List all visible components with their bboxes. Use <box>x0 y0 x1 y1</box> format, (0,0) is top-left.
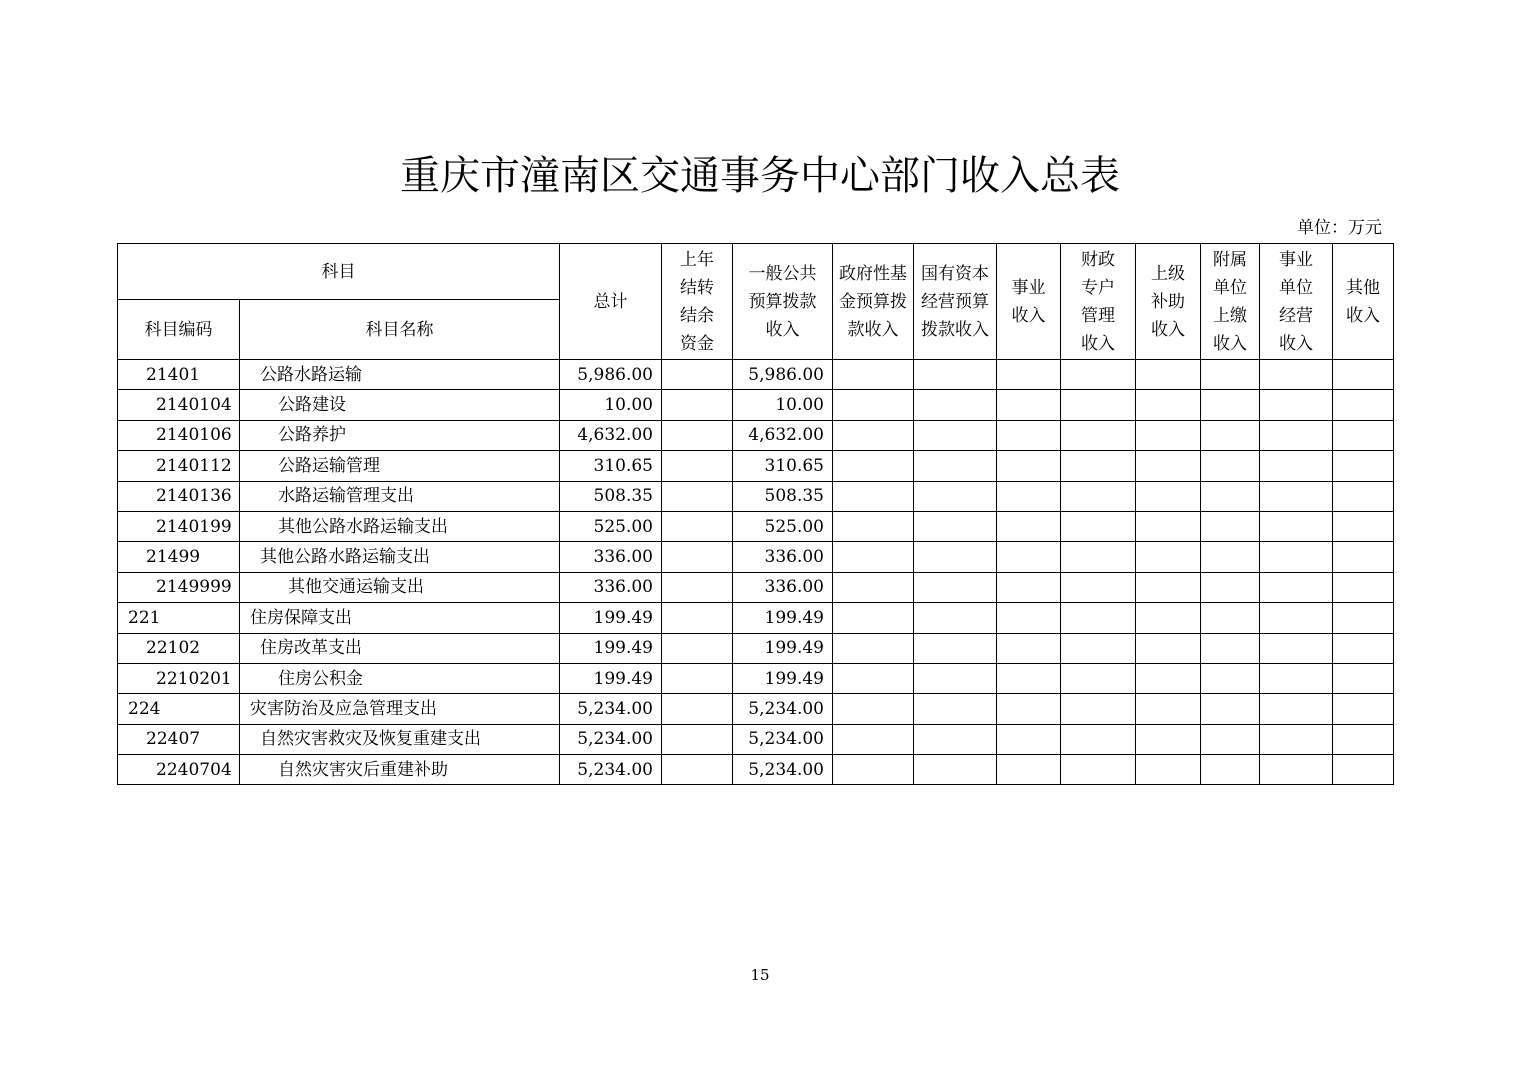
cell-empty <box>1061 633 1136 663</box>
cell-empty <box>833 694 914 724</box>
cell-empty <box>914 451 997 481</box>
cell-total: 5,234.00 <box>560 694 662 724</box>
cell-empty <box>914 572 997 602</box>
table-row <box>118 360 1394 390</box>
cell-carryover <box>662 572 733 602</box>
cell-empty <box>1136 603 1201 633</box>
cell-name: 其他公路水路运输支出 <box>240 511 560 541</box>
cell-carryover <box>662 633 733 663</box>
cell-code: 22102 <box>118 633 240 663</box>
cell-empty <box>1136 481 1201 511</box>
unit-label: 单位：万元 <box>1297 218 1382 238</box>
cell-carryover <box>662 511 733 541</box>
table-row <box>118 390 1394 420</box>
cell-empty <box>1201 420 1260 450</box>
cell-empty <box>914 542 997 572</box>
cell-carryover <box>662 755 733 785</box>
header-business-income: 事业收入 <box>997 244 1061 360</box>
cell-total: 525.00 <box>560 511 662 541</box>
cell-code: 2140104 <box>118 390 240 420</box>
table-row <box>118 572 1394 602</box>
cell-empty <box>1201 603 1260 633</box>
cell-code: 22407 <box>118 724 240 754</box>
header-name: 科目名称 <box>240 300 560 360</box>
cell-empty <box>1333 360 1394 390</box>
cell-carryover <box>662 542 733 572</box>
header-special-account: 财政专户管理收入 <box>1061 244 1136 360</box>
cell-code: 21401 <box>118 360 240 390</box>
cell-total: 5,234.00 <box>560 724 662 754</box>
cell-empty <box>997 420 1061 450</box>
cell-empty <box>1333 542 1394 572</box>
cell-empty <box>997 481 1061 511</box>
cell-code: 2240704 <box>118 755 240 785</box>
cell-empty <box>997 755 1061 785</box>
cell-empty <box>1260 360 1333 390</box>
cell-empty <box>1061 542 1136 572</box>
cell-empty <box>1333 390 1394 420</box>
cell-empty <box>997 542 1061 572</box>
cell-empty <box>1333 420 1394 450</box>
cell-total: 5,234.00 <box>560 755 662 785</box>
cell-empty <box>997 511 1061 541</box>
cell-empty <box>833 633 914 663</box>
cell-empty <box>1201 724 1260 754</box>
cell-empty <box>1260 390 1333 420</box>
cell-general-budget: 310.65 <box>733 451 833 481</box>
cell-empty <box>1260 633 1333 663</box>
cell-empty <box>1136 755 1201 785</box>
cell-general-budget: 5,234.00 <box>733 724 833 754</box>
cell-code: 2140199 <box>118 511 240 541</box>
cell-total: 336.00 <box>560 572 662 602</box>
cell-empty <box>997 603 1061 633</box>
cell-empty <box>914 724 997 754</box>
cell-general-budget: 336.00 <box>733 542 833 572</box>
cell-total: 10.00 <box>560 390 662 420</box>
table-row <box>118 542 1394 572</box>
cell-empty <box>914 755 997 785</box>
cell-empty <box>1061 451 1136 481</box>
cell-empty <box>1260 755 1333 785</box>
cell-empty <box>997 451 1061 481</box>
cell-empty <box>1333 633 1394 663</box>
cell-empty <box>1260 724 1333 754</box>
cell-general-budget: 199.49 <box>733 603 833 633</box>
page-number: 15 <box>750 966 770 984</box>
cell-empty <box>1260 420 1333 450</box>
table-row <box>118 420 1394 450</box>
cell-empty <box>1201 451 1260 481</box>
cell-carryover <box>662 451 733 481</box>
cell-empty <box>833 390 914 420</box>
cell-empty <box>1260 572 1333 602</box>
cell-name: 其他交通运输支出 <box>240 572 560 602</box>
cell-empty <box>833 420 914 450</box>
cell-carryover <box>662 724 733 754</box>
cell-empty <box>997 663 1061 693</box>
cell-empty <box>833 603 914 633</box>
cell-empty <box>1201 694 1260 724</box>
cell-carryover <box>662 420 733 450</box>
cell-empty <box>997 694 1061 724</box>
cell-code: 2149999 <box>118 572 240 602</box>
cell-name: 自然灾害救灾及恢复重建支出 <box>240 724 560 754</box>
cell-empty <box>833 542 914 572</box>
cell-empty <box>997 633 1061 663</box>
cell-empty <box>1061 572 1136 602</box>
cell-carryover <box>662 390 733 420</box>
cell-empty <box>1333 511 1394 541</box>
cell-empty <box>1333 663 1394 693</box>
cell-empty <box>1061 755 1136 785</box>
cell-code: 224 <box>118 694 240 724</box>
cell-empty <box>1136 511 1201 541</box>
cell-general-budget: 525.00 <box>733 511 833 541</box>
page-title: 重庆市潼南区交通事务中心部门收入总表 <box>400 153 1120 199</box>
table-row <box>118 724 1394 754</box>
cell-empty <box>914 420 997 450</box>
cell-empty <box>1136 542 1201 572</box>
cell-empty <box>914 603 997 633</box>
cell-empty <box>1201 755 1260 785</box>
cell-empty <box>1136 451 1201 481</box>
cell-empty <box>914 481 997 511</box>
cell-total: 310.65 <box>560 451 662 481</box>
cell-carryover <box>662 663 733 693</box>
cell-empty <box>914 633 997 663</box>
cell-empty <box>1136 572 1201 602</box>
cell-general-budget: 4,632.00 <box>733 420 833 450</box>
cell-empty <box>1136 420 1201 450</box>
table-row <box>118 755 1394 785</box>
cell-name: 公路建设 <box>240 390 560 420</box>
cell-empty <box>997 724 1061 754</box>
cell-general-budget: 10.00 <box>733 390 833 420</box>
cell-total: 199.49 <box>560 663 662 693</box>
cell-empty <box>1061 694 1136 724</box>
cell-empty <box>833 724 914 754</box>
cell-empty <box>1260 663 1333 693</box>
cell-empty <box>1136 724 1201 754</box>
cell-name: 公路运输管理 <box>240 451 560 481</box>
header-carryover: 上年结转结余资金 <box>662 244 733 360</box>
cell-empty <box>1333 572 1394 602</box>
cell-empty <box>1201 390 1260 420</box>
cell-total: 5,986.00 <box>560 360 662 390</box>
cell-name: 住房改革支出 <box>240 633 560 663</box>
cell-empty <box>997 360 1061 390</box>
cell-empty <box>833 572 914 602</box>
cell-total: 199.49 <box>560 633 662 663</box>
cell-total: 4,632.00 <box>560 420 662 450</box>
cell-name: 灾害防治及应急管理支出 <box>240 694 560 724</box>
cell-empty <box>914 360 997 390</box>
cell-total: 336.00 <box>560 542 662 572</box>
cell-name: 其他公路水路运输支出 <box>240 542 560 572</box>
cell-empty <box>1061 390 1136 420</box>
cell-empty <box>1061 663 1136 693</box>
cell-general-budget: 5,234.00 <box>733 694 833 724</box>
cell-empty <box>914 511 997 541</box>
cell-empty <box>1260 542 1333 572</box>
cell-name: 公路养护 <box>240 420 560 450</box>
cell-name: 公路水路运输 <box>240 360 560 390</box>
cell-empty <box>1333 603 1394 633</box>
header-other-income: 其他收入 <box>1333 244 1394 360</box>
cell-empty <box>1201 360 1260 390</box>
cell-carryover <box>662 360 733 390</box>
header-gov-fund: 政府性基金预算拨款收入 <box>833 244 914 360</box>
header-code: 科目编码 <box>118 300 240 360</box>
cell-empty <box>1260 603 1333 633</box>
cell-empty <box>1201 542 1260 572</box>
cell-carryover <box>662 481 733 511</box>
header-general-budget: 一般公共预算拨款收入 <box>733 244 833 360</box>
cell-total: 199.49 <box>560 603 662 633</box>
cell-empty <box>833 481 914 511</box>
cell-empty <box>1136 390 1201 420</box>
cell-empty <box>1333 755 1394 785</box>
cell-empty <box>997 390 1061 420</box>
header-subject: 科目 <box>118 244 560 300</box>
table-row <box>118 633 1394 663</box>
cell-empty <box>1333 481 1394 511</box>
cell-name: 住房公积金 <box>240 663 560 693</box>
cell-empty <box>833 663 914 693</box>
cell-code: 2210201 <box>118 663 240 693</box>
cell-empty <box>1260 511 1333 541</box>
table-row <box>118 663 1394 693</box>
cell-general-budget: 199.49 <box>733 663 833 693</box>
cell-code: 2140112 <box>118 451 240 481</box>
cell-name: 自然灾害灾后重建补助 <box>240 755 560 785</box>
table-row <box>118 603 1394 633</box>
cell-name: 水路运输管理支出 <box>240 481 560 511</box>
cell-empty <box>914 663 997 693</box>
income-table <box>117 243 1394 785</box>
cell-empty <box>833 511 914 541</box>
cell-general-budget: 508.35 <box>733 481 833 511</box>
table-row <box>118 511 1394 541</box>
cell-general-budget: 336.00 <box>733 572 833 602</box>
cell-empty <box>1201 663 1260 693</box>
cell-empty <box>1061 481 1136 511</box>
cell-empty <box>1061 511 1136 541</box>
cell-empty <box>1201 481 1260 511</box>
cell-empty <box>1333 724 1394 754</box>
cell-empty <box>1061 360 1136 390</box>
cell-empty <box>1061 420 1136 450</box>
table-row <box>118 694 1394 724</box>
header-total: 总计 <box>560 244 662 360</box>
cell-general-budget: 199.49 <box>733 633 833 663</box>
cell-empty <box>833 360 914 390</box>
cell-carryover <box>662 603 733 633</box>
header-affiliated-units: 附属单位上缴收入 <box>1201 244 1260 360</box>
cell-empty <box>1260 451 1333 481</box>
cell-code: 2140136 <box>118 481 240 511</box>
header-superior-subsidy: 上级补助收入 <box>1136 244 1201 360</box>
cell-empty <box>833 451 914 481</box>
cell-general-budget: 5,986.00 <box>733 360 833 390</box>
cell-empty <box>833 755 914 785</box>
cell-empty <box>1201 511 1260 541</box>
cell-general-budget: 5,234.00 <box>733 755 833 785</box>
table-row <box>118 451 1394 481</box>
cell-code: 2140106 <box>118 420 240 450</box>
cell-empty <box>997 572 1061 602</box>
cell-empty <box>914 694 997 724</box>
cell-empty <box>1201 572 1260 602</box>
table-row <box>118 481 1394 511</box>
cell-empty <box>1136 663 1201 693</box>
cell-empty <box>1136 360 1201 390</box>
cell-empty <box>1061 603 1136 633</box>
cell-empty <box>914 390 997 420</box>
cell-total: 508.35 <box>560 481 662 511</box>
cell-code: 221 <box>118 603 240 633</box>
cell-code: 21499 <box>118 542 240 572</box>
cell-name: 住房保障支出 <box>240 603 560 633</box>
cell-empty <box>1136 633 1201 663</box>
header-unit-operating: 事业单位经营收入 <box>1260 244 1333 360</box>
header-state-capital: 国有资本经营预算拨款收入 <box>914 244 997 360</box>
cell-empty <box>1333 451 1394 481</box>
cell-empty <box>1260 481 1333 511</box>
cell-empty <box>1136 694 1201 724</box>
cell-empty <box>1260 694 1333 724</box>
cell-carryover <box>662 694 733 724</box>
cell-empty <box>1201 633 1260 663</box>
cell-empty <box>1061 724 1136 754</box>
cell-empty <box>1333 694 1394 724</box>
